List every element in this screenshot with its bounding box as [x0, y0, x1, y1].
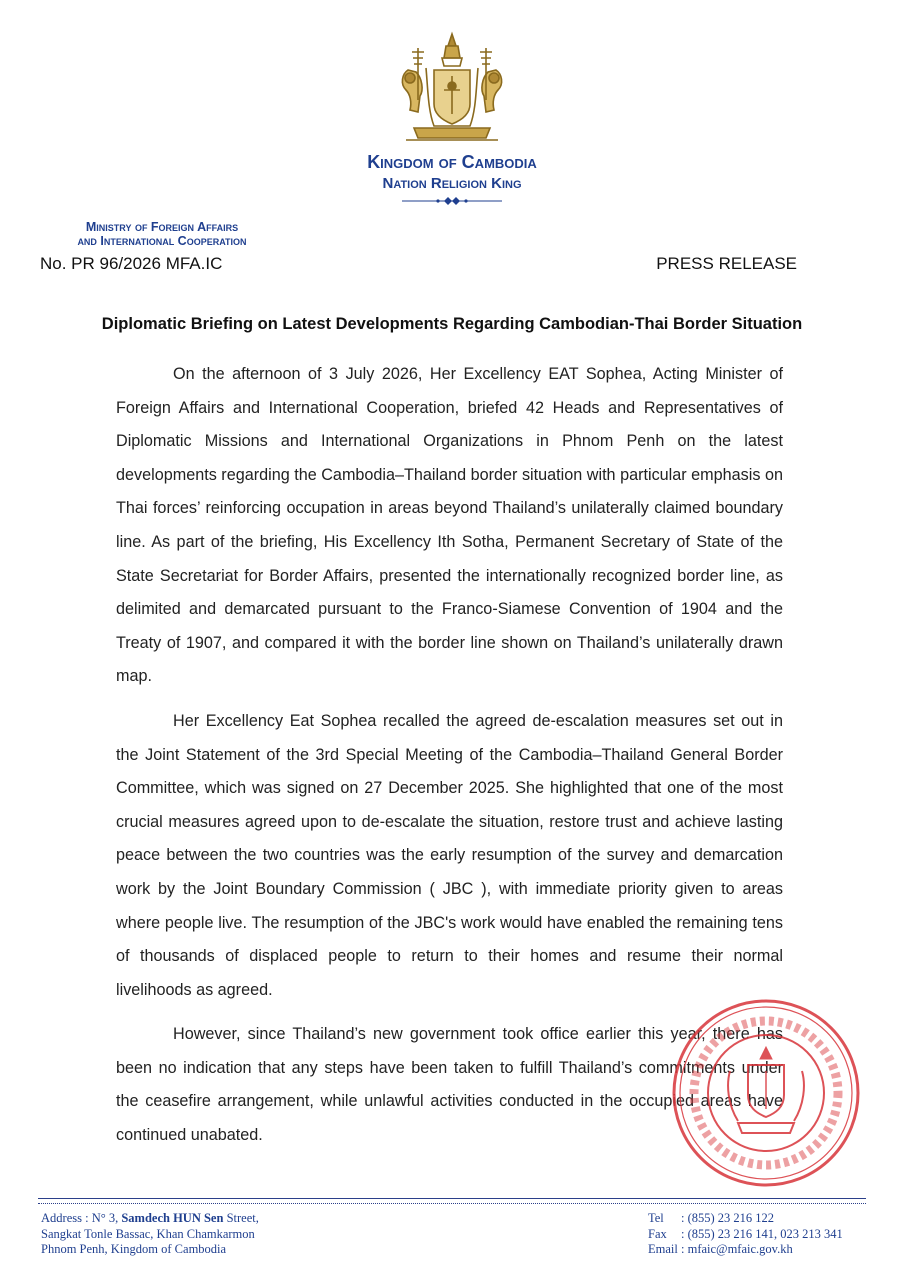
paragraph-3: However, since Thailand’s new government took office earlier this year, there has been no indication that any steps have been taken to fulfill Thailand’s commitments under the ceasefire arrangement, while unlawful activities conducted in the occupied areas have continued unabated.: [116, 1025, 783, 1145]
email-label: Email: [648, 1242, 678, 1256]
royal-coat-of-arms-icon: [388, 30, 516, 148]
fax-value: : (855) 23 216 141, 023 213 341: [681, 1226, 843, 1241]
footer-contact: [648, 1211, 888, 1258]
press-release-title: Diplomatic Briefing on Latest Developments Regarding Cambodian-Thai Border Situation: [101, 315, 803, 333]
footer-address: [41, 1211, 361, 1258]
ministry-name-line2: and International Cooperation: [77, 234, 247, 248]
tel-label: Tel: [648, 1211, 664, 1225]
email-value[interactable]: : mfaic@mfaic.gov.kh: [681, 1242, 793, 1256]
paragraph-2: Her Excellency Eat Sophea recalled the agreed de-escalation measures set out in the Joint Statement of the 3rd Special Meeting of the Cambodia–Thailand General Border Committee, which was signed on 27 December 2025. She highlighted that one of the most crucial measures agreed upon to de-escalate the situation, restore trust and achieve lasting peace between the two countries was the early resumption of the survey and demarcation work by the Joint Boundary Commission ( JBC ), with immediate priority given to areas where people live. The resumption of the JBC's work would have enabled the remaining tens of thousands of displaced people to return to their homes and resume their normal livelihoods as agreed.: [116, 711, 783, 999]
fax-label: Fax: [648, 1226, 667, 1241]
reference-number: No. PR 96/2026 MFA.IC: [40, 254, 223, 273]
address-line2: Sangkat Tonle Bassac, Khan Chamkarmon: [41, 1226, 255, 1241]
national-motto: Nation Religion King: [382, 175, 522, 192]
address-line1: [41, 1211, 361, 1227]
document-type: PRESS RELEASE: [656, 254, 797, 273]
footer-divider-dotted: [38, 1203, 866, 1204]
tel-row: [648, 1211, 888, 1227]
address-line3: Phnom Penh, Kingdom of Cambodia: [41, 1242, 227, 1256]
ornament-divider-icon: [402, 195, 502, 207]
paragraph-1: On the afternoon of 3 July 2026, Her Excellency EAT Sophea, Acting Minister of Foreign Affairs and International Cooperation, briefed 42 Heads and Representatives of Diplomatic Missions and International Organizations in Phnom Penh on the latest developments regarding the Cambodia–Thailand border situation with particular emphasis on Thai forces’ reinforcing occupation in areas beyond Thailand’s unilaterally claimed boundary line. As part of the briefing, His Excellency Ith Sotha, Permanent Secretary of State of the State Secretariat for Border Affairs, presented the internationally recognized border line, as delimited and demarcated pursuant to the Franco-Siamese Convention of 1904 and the Treaty of 1907, and compared it with the border line shown on Thailand’s unilaterally drawn map.: [116, 365, 783, 686]
ministry-name-line1: Ministry of Foreign Affairs: [85, 220, 239, 234]
fax-row: [648, 1227, 888, 1243]
address-prefix: Address : N° 3,: [41, 1211, 122, 1225]
email-row: [648, 1242, 888, 1258]
address-suffix: Street,: [223, 1211, 259, 1225]
official-ministry-seal-icon: [668, 995, 864, 1191]
kingdom-title: Kingdom of Cambodia: [367, 152, 537, 172]
footer-divider: [38, 1198, 866, 1199]
address-street-name: Samdech HUN Sen: [121, 1211, 224, 1225]
tel-value: : (855) 23 216 122: [681, 1211, 775, 1225]
